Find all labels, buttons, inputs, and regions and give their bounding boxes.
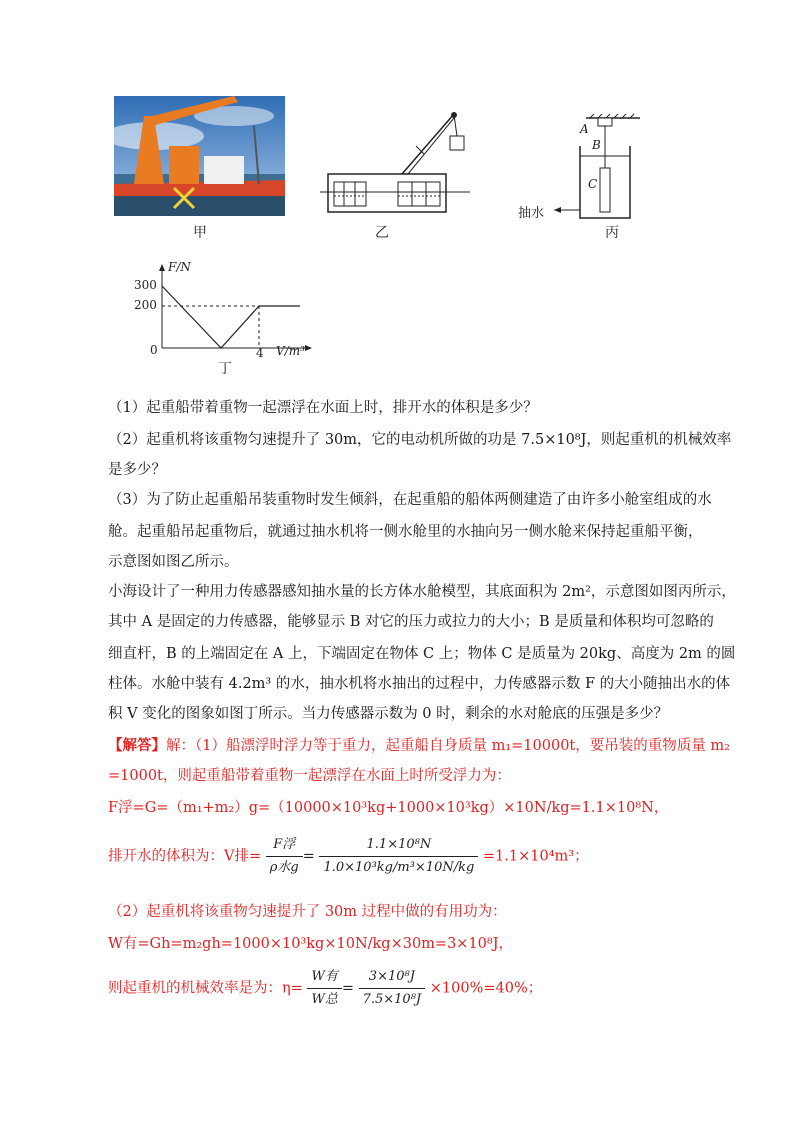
paragraph-line-1: 小海设计了一种用力传感器感知抽水量的长方体水舱模型，其底面积为 2m²，示意图如图丙所示，	[108, 584, 736, 600]
photo-crane-ship	[114, 96, 285, 216]
efficiency-result: ×100%=40%；	[429, 980, 543, 997]
efficiency-prefix: 则起重机的机械效率是为：η=	[108, 980, 303, 997]
figure-caption-ding: 丁	[218, 361, 232, 377]
answer-line-3: F浮=G=（m₁+m₂）g=（10000×10³kg+1000×10³kg）×10N/kg=1.1×10⁸N，	[108, 800, 669, 816]
fraction-volume-values	[319, 834, 478, 879]
fraction-buoyancy	[266, 834, 303, 879]
question-2-line-1: （2）起重机将该重物匀速提升了 30m，它的电动机所做的功是 7.5×10⁸J，则起重机的机械效率	[108, 432, 732, 448]
answer-efficiency-formula: 则起重机的机械效率是为：η= $\frac{\text{W有}}{\text{W总}}$ = $\frac{\text{3×10⁸J}}{\text{7.5×10⁸J}}$ ×100%=40%；	[108, 966, 542, 1011]
volume-prefix: 排开水的体积为：V排=	[108, 848, 262, 865]
paragraph-line-4: 柱体。水舱中装有 4.2m³ 的水，抽水机将水抽出的过程中，力传感器示数 F 的大小随抽出水的体	[108, 676, 731, 692]
fraction-work-values-num: 3×10⁸J	[359, 966, 426, 989]
label-a: A	[580, 122, 589, 136]
paragraph-line-5: 积 V 变化的图象如图丁所示。当力传感器示数为 0 时，剩余的水对舱底的压强是多少？	[108, 706, 669, 722]
question-3-line-2: 舱。起重船吊起重物后，就通过抽水机将一侧水舱里的水抽向另一侧水舱来保持起重船平衡，	[108, 524, 703, 540]
volume-result: =1.1×10⁴m³；	[482, 848, 589, 865]
label-pump: 抽水	[518, 206, 545, 221]
graph-x-label: V/m³	[276, 344, 305, 358]
answer-useful-work: W有=Gh=m₂gh=1000×10³kg×10N/kg×30m=3×10⁸J，	[108, 936, 514, 952]
answer-tag: 【解答】	[108, 737, 166, 754]
fraction-work-ratio-num: W有	[307, 966, 341, 989]
fraction-buoyancy-num: F浮	[266, 834, 303, 857]
question-2-line-2: 是多少？	[108, 462, 166, 478]
label-b: B	[592, 138, 601, 152]
graph-y-label: F/N	[168, 260, 191, 274]
graph-origin: 0	[150, 343, 158, 357]
answer-part-2-intro: （2）起重机将该重物匀速提升了 30m 过程中做的有用功为：	[108, 904, 507, 920]
graph-x-tick-4: 4	[256, 346, 264, 360]
graph-y-tick-300: 300	[134, 278, 157, 292]
fraction-work-values	[359, 966, 426, 1011]
figure-caption-yi: 乙	[375, 225, 389, 241]
fraction-work-ratio-den: W总	[311, 992, 338, 1007]
question-3-line-1: （3）为了防止起重船吊装重物时发生倾斜，在起重船的船体两侧建造了由许多小舱室组成的水	[108, 492, 712, 508]
label-c: C	[588, 177, 598, 191]
answer-line-1	[108, 736, 730, 756]
fraction-work-values-den: 7.5×10⁸J	[362, 992, 422, 1007]
fraction-volume-values-den: 1.0×10³kg/m³×10N/kg	[323, 860, 475, 875]
answer-text-1: 解：（1）船漂浮时浮力等于重力，起重船自身质量 m₁=10000t，要吊装的重物质量 m₂	[166, 738, 730, 754]
paragraph-line-2: 其中 A 是固定的力传感器，能够显示 B 对它的压力或拉力的大小；B 是质量和体积均可忽略的	[108, 614, 714, 630]
question-3-line-3: 示意图如图乙所示。	[108, 554, 239, 570]
diagram-ship-tanks	[320, 106, 470, 218]
answer-line-2: =1000t，则起重船带着重物一起漂浮在水面上时所受浮力为：	[108, 768, 511, 784]
paragraph-line-3: 细直杆，B 的上端固定在 A 上，下端固定在物体 C 上；物体 C 是质量为 20kg、高度为 2m 的圆	[108, 646, 736, 662]
figure-caption-jia: 甲	[193, 225, 207, 241]
answer-volume-formula: 排开水的体积为：V排= $\frac{\text{F浮}}{\text{ρ水g}}$ = $\frac{\text{1.1×10⁸N}}{\text{1.0×10³kg/m³×10N/kg}}$ =1.1×10⁴m³；	[108, 834, 589, 879]
fraction-work-ratio	[307, 966, 341, 1011]
figure-caption-bing: 丙	[605, 225, 619, 241]
fraction-buoyancy-den: ρ水g	[269, 860, 299, 875]
fraction-volume-values-num: 1.1×10⁸N	[319, 834, 478, 857]
question-1: （1）起重船带着重物一起漂浮在水面上时，排开水的体积是多少？	[108, 400, 538, 416]
graph-y-tick-200: 200	[134, 298, 157, 312]
